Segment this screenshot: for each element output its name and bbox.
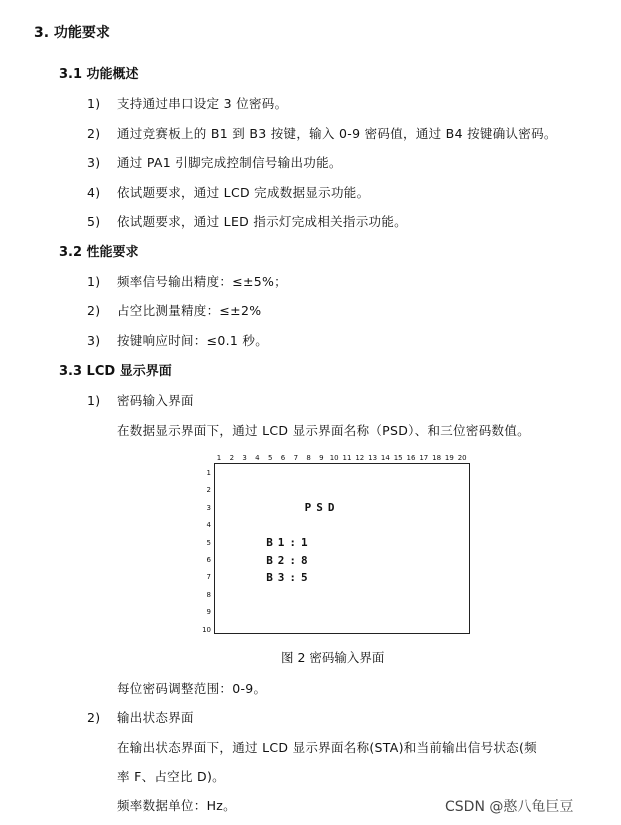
list-item — [87, 98, 287, 111]
list-item-number: 5) — [87, 214, 101, 229]
list-item — [87, 276, 287, 289]
list-item-number: 2) — [87, 303, 101, 318]
list-item-text: 依试题要求，通过 LCD 完成数据显示功能。 — [117, 185, 370, 200]
lcd-row-number: 10 — [202, 625, 211, 634]
lcd-text-line: PSD — [304, 501, 340, 515]
list-item — [87, 157, 342, 170]
lcd-column-number: 13 — [368, 454, 378, 462]
paragraph: 在输出状态界面下，通过 LCD 显示界面名称(STA)和当前输出信号状态(频 — [117, 740, 537, 755]
lcd-text-line: B1:1 — [266, 536, 313, 550]
lcd-row-number: 3 — [206, 503, 211, 512]
lcd-text-line: B3:5 — [266, 571, 313, 584]
lcd-row-number: 8 — [206, 590, 211, 599]
lcd-row-number: 1 — [206, 469, 211, 477]
list-item — [87, 128, 557, 141]
list-item-number: 4) — [87, 185, 101, 200]
lcd-column-number: 5 — [267, 454, 273, 462]
list-item — [87, 187, 369, 200]
lcd-column-number: 19 — [444, 454, 454, 462]
watermark: CSDN @憨八龟巨豆 — [445, 799, 574, 815]
list-item-text: 依试题要求，通过 LED 指示灯完成相关指示功能。 — [117, 214, 407, 229]
list-item-text: 通过 PA1 引脚完成控制信号输出功能。 — [117, 155, 342, 170]
list-item-number: 3) — [87, 155, 101, 170]
paragraph: 频率数据单位：Hz。 — [117, 798, 236, 813]
lcd-column-number: 17 — [419, 454, 429, 462]
lcd-screen-frame — [214, 463, 470, 634]
lcd-column-number: 20 — [457, 454, 467, 462]
lcd-row-number: 2 — [206, 486, 211, 495]
paragraph: 在数据显示界面下，通过 LCD 显示界面名称（PSD）、和三位密码数值。 — [117, 423, 530, 438]
lcd-column-number: 7 — [293, 454, 299, 462]
lcd-column-number: 11 — [342, 454, 352, 462]
lcd-column-number: 8 — [306, 454, 311, 462]
list-item-text: 通过竞赛板上的 B1 到 B3 按键，输入 0-9 密码值，通过 B4 按键确认密码。 — [117, 126, 557, 141]
lcd-row-number: 4 — [206, 521, 211, 530]
list-item — [87, 712, 194, 725]
paragraph: 每位密码调整范围：0-9。 — [117, 681, 267, 696]
lcd-row-number: 9 — [206, 608, 211, 617]
lcd-column-number: 3 — [242, 454, 247, 462]
lcd-column-number: 16 — [406, 454, 416, 462]
subsection-heading-3-1: 3.1 功能概述 — [59, 67, 139, 82]
subsection-heading-3-2: 3.2 性能要求 — [59, 245, 139, 260]
lcd-column-number: 18 — [432, 454, 442, 462]
list-item-number: 2) — [87, 710, 101, 725]
list-item-text: 按键响应时间：≤0.1 秒。 — [117, 333, 269, 348]
lcd-column-number: 6 — [280, 454, 286, 462]
figure-caption: 图 2 密码输入界面 — [281, 650, 385, 665]
list-item-text: 占空比测量精度：≤±2% — [117, 303, 262, 318]
list-item — [87, 395, 194, 408]
lcd-row-number: 6 — [206, 556, 211, 564]
subsection-heading-3-3: 3.3 LCD 显示界面 — [59, 364, 172, 379]
list-item-number: 2) — [87, 126, 101, 141]
lcd-column-number: 2 — [229, 454, 235, 462]
list-item — [87, 335, 268, 348]
lcd-column-number: 10 — [329, 454, 339, 462]
lcd-row-number: 5 — [206, 538, 211, 547]
list-item — [87, 216, 407, 229]
lcd-text-line: B2:8 — [266, 553, 313, 567]
lcd-column-number: 12 — [355, 454, 365, 462]
list-item-number: 1) — [87, 96, 101, 111]
list-item-text: 密码输入界面 — [117, 393, 194, 408]
section-heading: 3. 功能要求 — [34, 25, 110, 41]
paragraph: 率 F、占空比 D)。 — [117, 769, 225, 784]
list-item-text: 支持通过串口设定 3 位密码。 — [117, 96, 288, 111]
lcd-row-number: 7 — [206, 573, 211, 582]
lcd-column-number: 9 — [319, 454, 324, 462]
list-item-text: 输出状态界面 — [117, 710, 194, 725]
list-item-number: 3) — [87, 333, 101, 348]
lcd-column-number: 1 — [216, 454, 222, 462]
list-item-number: 1) — [87, 274, 101, 289]
lcd-column-number: 4 — [255, 454, 260, 462]
lcd-column-number: 15 — [393, 454, 403, 462]
lcd-column-number: 14 — [380, 454, 390, 462]
list-item-text: 频率信号输出精度：≤±5%； — [117, 274, 287, 289]
list-item-number: 1) — [87, 393, 101, 408]
list-item — [87, 305, 261, 318]
